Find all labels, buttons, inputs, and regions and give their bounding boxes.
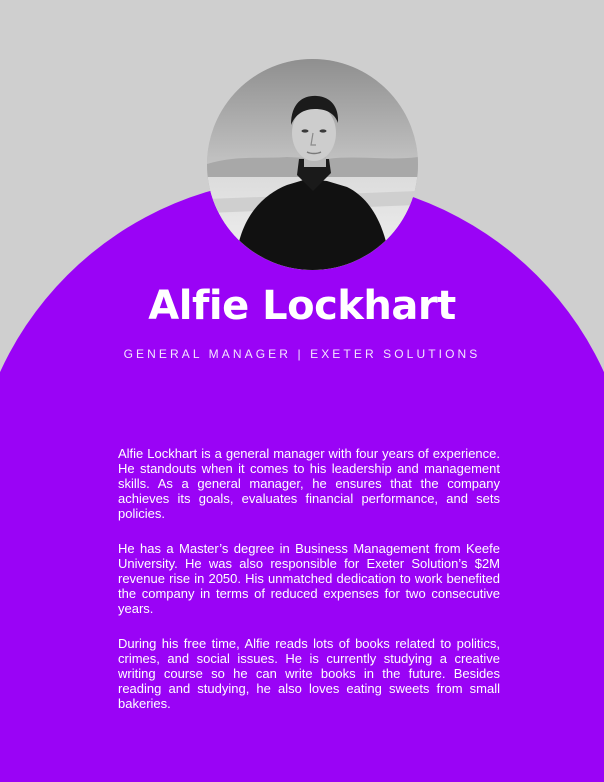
avatar <box>207 59 418 270</box>
profile-role: GENERAL MANAGER | EXETER SOLUTIONS <box>123 347 481 361</box>
bio-paragraph: He has a Master’s degree in Business Management from Keefe University. He was also responsible for Exeter Solution’s $2M revenue rise in 2050. His unmatched dedication to work benefited the company in terms of reduced expenses for two consecutive years. <box>118 541 500 616</box>
portrait-photo <box>207 59 418 270</box>
profile-name: Alfie Lockhart <box>148 283 456 329</box>
bio <box>118 446 500 731</box>
bio-paragraph: During his free time, Alfie reads lots of books related to politics, crimes, and social issues. He is currently studying a creative writing course so he can write books in the future. Besides reading and studying, he also loves eating sweets from small bakeries. <box>118 636 500 711</box>
bio-paragraph: Alfie Lockhart is a general manager with four years of experience. He standouts when it comes to his leadership and management skills. As a general manager, he ensures that the company achieves its goals, evaluates financial performance, and sets policies. <box>118 446 500 521</box>
